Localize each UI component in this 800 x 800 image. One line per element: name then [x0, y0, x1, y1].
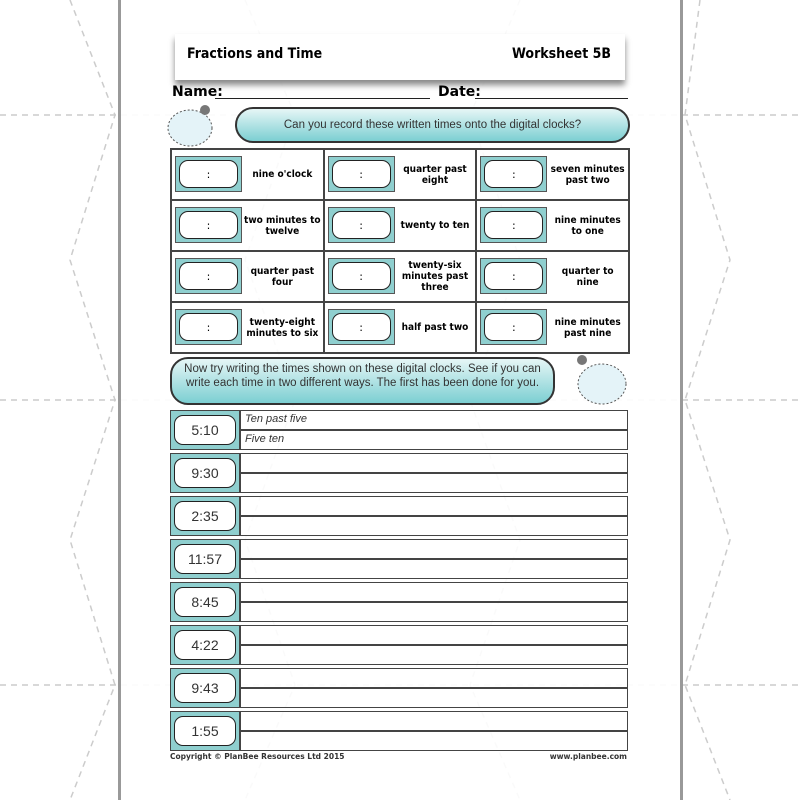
digital-clock-blank[interactable]: [175, 258, 242, 294]
question-cell: [171, 149, 324, 200]
digital-clock: [170, 625, 240, 665]
written-time: half past two: [401, 322, 469, 333]
written-time: seven minutes past two: [550, 163, 625, 186]
answer-line-2[interactable]: [240, 688, 628, 708]
written-time: quarter past eight: [403, 163, 467, 186]
digital-clock: [170, 539, 240, 579]
answer-line-1[interactable]: [240, 582, 628, 602]
answer-line-1[interactable]: Ten past five: [240, 410, 628, 430]
digital-clock-blank[interactable]: [480, 156, 547, 192]
worksheet-title: Fractions and Time: [187, 46, 323, 62]
answer-line-2[interactable]: [240, 731, 628, 751]
answer-line-1[interactable]: [240, 668, 628, 688]
clock-time: 1:55: [174, 716, 236, 746]
time-row: [170, 668, 628, 708]
clock-time: 9:30: [174, 458, 236, 488]
clock-input[interactable]: :: [179, 313, 238, 341]
digital-clock: [170, 668, 240, 708]
digital-clock-blank[interactable]: [480, 258, 547, 294]
digital-clock-blank[interactable]: [328, 207, 395, 243]
written-time: twenty-six minutes past three: [401, 260, 469, 293]
answer-line-1[interactable]: [240, 496, 628, 516]
answer-line-1[interactable]: [240, 625, 628, 645]
clock-time: 5:10: [174, 415, 236, 445]
question-cell: [324, 302, 477, 353]
answer-line-2[interactable]: [240, 473, 628, 493]
answer-line-2[interactable]: [240, 559, 628, 579]
clock-time: 2:35: [174, 501, 236, 531]
digital-clock: [170, 496, 240, 536]
polar-bear-mascot-icon: [572, 352, 632, 410]
written-time: nine minutes to one: [554, 214, 621, 237]
worksheet-header: [175, 34, 625, 80]
digital-clock-blank[interactable]: [175, 156, 242, 192]
question-cell: [324, 200, 477, 251]
answer-line-2[interactable]: [240, 645, 628, 665]
answer-line-1[interactable]: [240, 539, 628, 559]
digital-clock: [170, 410, 240, 450]
written-time: quarter past four: [250, 265, 315, 288]
written-times-table: [170, 148, 630, 354]
clock-time: 9:43: [174, 673, 236, 703]
question-cell: [476, 200, 629, 251]
clock-input[interactable]: :: [332, 160, 391, 188]
name-label: Name:: [172, 84, 223, 100]
time-row: [170, 625, 628, 665]
digital-clock-blank[interactable]: [480, 207, 547, 243]
answer-line-2[interactable]: Five ten: [240, 430, 628, 450]
written-time: nine o'clock: [252, 169, 313, 180]
written-time: two minutes to twelve: [244, 214, 321, 237]
clock-input[interactable]: :: [484, 160, 543, 188]
instruction-bubble-2: Now try writing the times shown on these digital clocks. See if you can write each time in two different ways. The first has been done for you.: [170, 357, 555, 405]
answer-line-1[interactable]: [240, 711, 628, 731]
question-cell: [171, 251, 324, 302]
question-cell: [476, 302, 629, 353]
clock-time: 8:45: [174, 587, 236, 617]
clock-input[interactable]: :: [179, 211, 238, 239]
clock-input[interactable]: :: [332, 313, 391, 341]
date-field[interactable]: [475, 98, 628, 99]
clock-time: 11:57: [174, 544, 236, 574]
answer-line-1[interactable]: [240, 453, 628, 473]
time-row: [170, 496, 628, 536]
question-cell: [324, 251, 477, 302]
digital-clock-blank[interactable]: [175, 309, 242, 345]
digital-clock: [170, 582, 240, 622]
clock-time: 4:22: [174, 630, 236, 660]
name-field[interactable]: [215, 98, 430, 99]
written-time: twenty-eight minutes to six: [246, 316, 319, 339]
clock-input[interactable]: :: [484, 262, 543, 290]
polar-bear-mascot-icon: [160, 100, 230, 150]
instruction-bubble-1: Can you record these written times onto the digital clocks?: [235, 107, 630, 143]
written-time: nine minutes past nine: [554, 316, 621, 339]
question-cell: [171, 200, 324, 251]
written-time: quarter to nine: [561, 265, 614, 288]
copyright-text: Copyright © PlanBee Resources Ltd 2015: [170, 752, 345, 761]
digital-clock-blank[interactable]: [480, 309, 547, 345]
digital-clock: [170, 453, 240, 493]
answer-line-2[interactable]: [240, 516, 628, 536]
date-label: Date:: [438, 84, 481, 100]
time-row: [170, 453, 628, 493]
digital-clock-blank[interactable]: [175, 207, 242, 243]
question-cell: [476, 149, 629, 200]
clock-input[interactable]: :: [332, 211, 391, 239]
digital-clock-blank[interactable]: [328, 309, 395, 345]
website-link[interactable]: www.planbee.com: [549, 752, 627, 761]
time-row: [170, 711, 628, 751]
clock-input[interactable]: :: [484, 313, 543, 341]
digital-clock: [170, 711, 240, 751]
digital-clock-blank[interactable]: [328, 156, 395, 192]
clock-input[interactable]: :: [484, 211, 543, 239]
written-time: twenty to ten: [400, 220, 470, 231]
question-cell: [476, 251, 629, 302]
question-cell: [171, 302, 324, 353]
clock-input[interactable]: :: [332, 262, 391, 290]
time-row: [170, 539, 628, 579]
worksheet-number: Worksheet 5B: [512, 46, 611, 62]
time-row: [170, 410, 628, 450]
answer-line-2[interactable]: [240, 602, 628, 622]
time-row: [170, 582, 628, 622]
clock-input[interactable]: :: [179, 160, 238, 188]
clock-input[interactable]: :: [179, 262, 238, 290]
digital-clock-blank[interactable]: [328, 258, 395, 294]
question-cell: [324, 149, 477, 200]
